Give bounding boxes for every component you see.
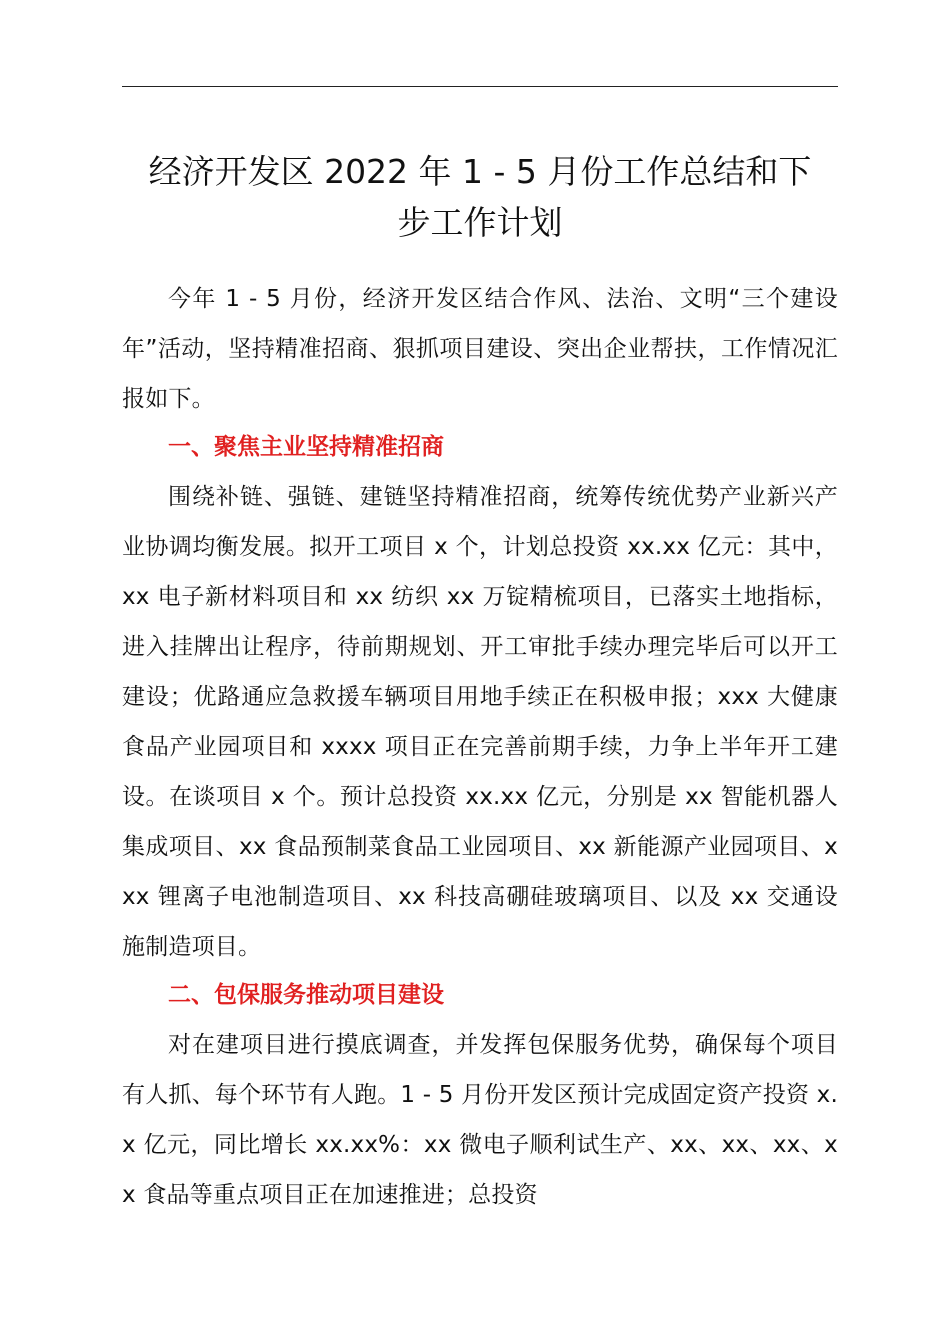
- header-rule: [122, 86, 838, 87]
- document-title: [110, 146, 850, 248]
- section-paragraph-1: 围绕补链、强链、建链坚持精准招商，统筹传统优势产业新兴产业协调均衡发展。拟开工项目 x 个，计划总投资 xx.xx 亿元：其中，xx 电子新材料项目和 xx 纺织 xx 万锭精梳项目，已落实土地指标，进入挂牌出让程序，待前期规划、开工审批手续办理完毕后可以开工建设；优路通应急救援车辆项目用地手续正在积极申报；xxx 大健康食品产业园项目和 xxxx 项目正在完善前期手续，力争上半年开工建设。在谈项目 x 个。预计总投资 xx.xx 亿元，分别是 xx 智能机器人集成项目、xx 食品预制菜食品工业园项目、xx 新能源产业园项目、xxx 锂离子电池制造项目、xx 科技高硼硅玻璃项目、以及 xx 交通设施制造项目。: [122, 484, 838, 960]
- section-paragraph-2: 对在建项目进行摸底调查，并发挥包保服务优势，确保每个项目有人抓、每个环节有人跑。1 - 5 月份开发区预计完成固定资产投资 x.x 亿元，同比增长 xx.xx%：xx 微电子顺利试生产、xx、xx、xx、xx 食品等重点项目正在加速推进；总投资: [122, 1032, 838, 1208]
- title-line-2: 步工作计划: [397, 203, 563, 242]
- section-heading-1: 一、聚焦主业坚持精准招商: [168, 434, 444, 460]
- title-line-1: 经济开发区 2022 年 1 - 5 月份工作总结和下: [148, 152, 812, 191]
- intro-paragraph: 今年 1 - 5 月份，经济开发区结合作风、法治、文明“三个建设年”活动，坚持精准招商、狠抓项目建设、突出企业帮扶，工作情况汇报如下。: [122, 286, 838, 412]
- section-heading-2: 二、包保服务推动项目建设: [168, 982, 444, 1008]
